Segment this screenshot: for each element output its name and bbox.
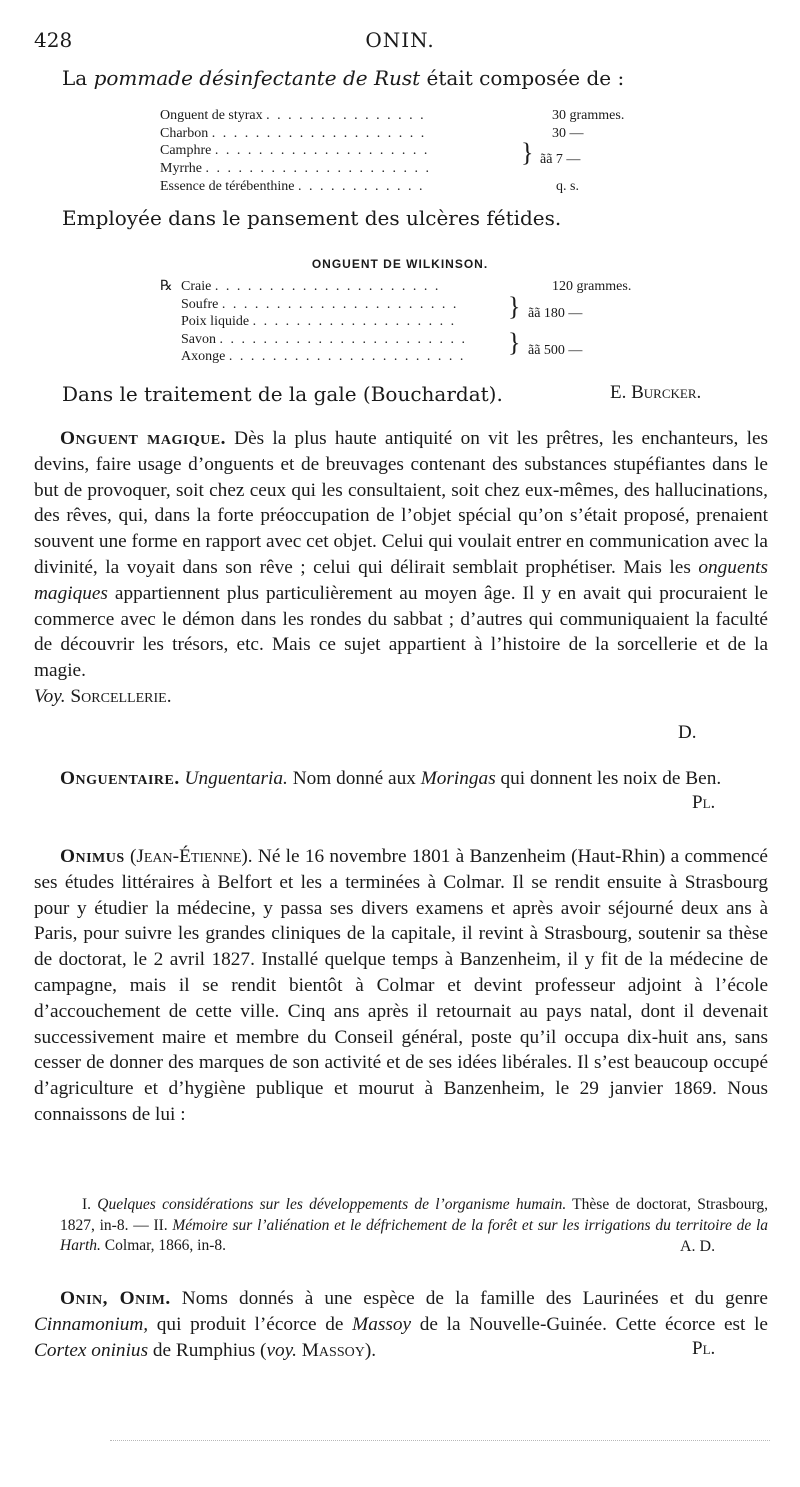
rust-row	[160, 178, 425, 195]
wilkinson-usage: Dans le traitement de la gale (Bouchardat).	[62, 382, 503, 406]
author-signature: E. Burcker.	[610, 382, 702, 403]
entry-onguent-magique	[34, 426, 768, 748]
entry-headword: Onguentaire.	[60, 768, 180, 789]
entry-italic: Cinnamonium,	[34, 1313, 149, 1335]
wilkinson-row-name: Savon	[181, 332, 216, 347]
entry-onguentaire	[34, 766, 768, 792]
leader-dots: . . . . . . . . . . . . . . . . . . .	[252, 314, 457, 329]
entry-onimus	[34, 844, 768, 1128]
running-title: ONIN.	[365, 28, 435, 52]
wilkinson-row	[181, 331, 467, 348]
bleed-through-rule	[110, 1440, 770, 1441]
rust-row	[160, 142, 429, 159]
author-signature: Pl.	[692, 792, 716, 813]
rust-row	[160, 107, 426, 124]
bibliography	[60, 1195, 768, 1257]
author-signature: Pl.	[692, 1338, 716, 1359]
rust-row-qty: q. s.	[556, 179, 579, 194]
entry-onin	[34, 1286, 768, 1363]
rust-row-qty: 30 —	[552, 126, 584, 141]
rust-row-name: Camphre	[160, 143, 212, 158]
entry-italic: Massoy	[352, 1313, 412, 1335]
author-signature: D.	[678, 722, 697, 743]
brace-icon: }	[521, 138, 534, 167]
entry-text: de la Nouvelle-Guinée. Cette écorce est le	[411, 1313, 768, 1335]
leader-dots: . . . . . . . . . . . . . . . . . . . . .	[214, 279, 441, 294]
page-header	[34, 28, 766, 56]
entry-text: qui donnent les noix de Ben.	[495, 768, 722, 789]
rust-row	[160, 125, 426, 142]
entry-text: de Rumphius (	[148, 1339, 267, 1361]
cross-reference: Massoy	[296, 1339, 365, 1361]
rust-row	[160, 160, 431, 177]
leader-dots: . . . . . . . . . . . . . . . . . . . .	[211, 126, 427, 141]
rust-intro-b: était composée de :	[420, 66, 625, 90]
rust-row-qty: 30 grammes.	[552, 108, 625, 123]
leader-dots: . . . . . . . . . . . .	[298, 179, 425, 194]
bib-title: Mémoire sur l’aliénation et le défrichement de la forêt et sur les irrigations du territoire de la Harth.	[60, 1216, 768, 1254]
rust-intro-italic: pommade désinfectante de Rust	[93, 66, 421, 90]
rust-intro	[62, 66, 624, 90]
entry-latin: Unguentaria.	[184, 768, 288, 789]
wilkinson-row-qty: 120 grammes.	[552, 279, 632, 294]
entry-text: ).	[364, 1339, 377, 1361]
entry-text: qui produit l’écorce de	[148, 1313, 353, 1335]
voy-reference: Voy.	[34, 685, 66, 707]
leader-dots: . . . . . . . . . . . . . . . . . . . . . . .	[219, 332, 467, 347]
entry-headword: Onimus	[60, 846, 125, 867]
rust-intro-a: La	[62, 66, 94, 90]
rust-row-name: Essence de térébenthine	[160, 179, 295, 194]
rust-row-name: Myrrhe	[160, 161, 202, 176]
wilkinson-brace-qty: ãã 180 —	[528, 306, 583, 321]
entry-italic: Moringas	[420, 768, 496, 789]
wilkinson-title: ONGUENT DE WILKINSON.	[311, 257, 489, 271]
wilkinson-row-name: Craie	[181, 279, 212, 294]
entry-names: (Jean-Étienne).	[124, 846, 253, 867]
bib-text: I.	[82, 1196, 98, 1213]
bib-text: Colmar, 1866, in-8.	[100, 1237, 227, 1254]
rust-row-name: Onguent de styrax	[160, 108, 263, 123]
brace-icon: }	[508, 292, 521, 321]
entry-text: Né le 16 novembre 1801 à Banzenheim (Haut-Rhin) a commencé ses études littéraires à Belfort et les a terminées à Colmar. Il se rendit ensuite à Strasbourg pour y étudier la médecine, y passa ses divers examens et après avoir séjourné deux ans à Paris, pour suivre les grandes cliniques de la capitale, il revint à Strasbourg, soutenir sa thèse de doctorat, le 2 avril 1827. Installé quelque temps à Banzenheim, il y fit de la médecine de campagne, mais il se rendit bientôt à Colmar et devint professeur adjoint à l’école d’accouchement de cette ville. Cinq ans après il retournait au pays natal, dont il devenait successivement maire et membre du Conseil général, poste qu’il occupa dix-huit ans, sans cesser de donner des marques de son activité et de ses idées libérales. Il s’est beaucoup occupé d’agriculture et d’hygiène publique et mourut à Banzenheim, le 29 janvier 1869. Nous connaissons de lui :	[34, 846, 768, 1125]
entry-headword: Onguent magique.	[60, 428, 226, 449]
rust-usage: Employée dans le pansement des ulcères fétides.	[62, 206, 562, 230]
leader-dots: . . . . . . . . . . . . . . . . . . . . . .	[228, 349, 466, 364]
rust-brace-qty: ãã 7 —	[540, 152, 581, 167]
entry-italic: Cortex oninius	[34, 1339, 149, 1361]
wilkinson-row-name: Poix liquide	[181, 314, 250, 329]
entry-text: Dès la plus haute antiquité on vit les prêtres, les enchanteurs, les devins, faire usage d’onguents et de breuvages contenant des substances stupéfiantes dans le but de provoquer, soit chez ceux qui les consultaient, soit chez eux-mêmes, des hallucinations, des rêves, qui, dans la forte préoccupation de l’objet spécial qu’on s’était proposé, prenaient souvent une forme en rapport avec cet objet. Celui qui voulait entrer en communication avec la divinité, la voyait dans son rêve ; celui qui délirait semblait prophétiser. Mais les	[34, 428, 768, 578]
wilkinson-row	[181, 278, 440, 295]
leader-dots: . . . . . . . . . . . . . . .	[266, 108, 426, 123]
author-signature: A. D.	[680, 1238, 716, 1255]
entry-text: Noms donnés à une espèce de la famille des Laurinées et du genre	[170, 1288, 768, 1309]
cross-reference: Sorcellerie.	[65, 685, 172, 707]
leader-dots: . . . . . . . . . . . . . . . . . . . . .	[205, 161, 431, 176]
entry-italic: onguents magiques	[34, 556, 768, 604]
recipe-symbol: ℞	[160, 279, 173, 294]
wilkinson-brace-qty: ãã 500 —	[528, 343, 583, 358]
wilkinson-row	[181, 313, 456, 330]
leader-dots: . . . . . . . . . . . . . . . . . . . .	[214, 143, 430, 158]
wilkinson-row-name: Axonge	[181, 349, 226, 364]
voy-reference: voy.	[266, 1339, 297, 1361]
leader-dots: . . . . . . . . . . . . . . . . . . . . . .	[221, 297, 459, 312]
rust-row-name: Charbon	[160, 126, 209, 141]
page-number: 428	[34, 28, 73, 52]
entry-headword: Onin, Onim.	[60, 1288, 171, 1309]
wilkinson-row	[181, 348, 465, 365]
entry-text: Nom donné aux	[287, 768, 421, 789]
bib-title: Quelques considérations sur les développements de l’organisme humain.	[97, 1196, 567, 1213]
bib-text: Thèse de doctorat, Strasbourg, 1827, in-8. — II.	[60, 1196, 768, 1234]
wilkinson-row-name: Soufre	[181, 297, 219, 312]
wilkinson-row	[181, 296, 458, 313]
brace-icon: }	[508, 328, 521, 357]
entry-text: appartiennent plus particulièrement au moyen âge. Il y en avait qui procuraient le commerce avec le démon dans les rondes du sabbat ; d’autres qui communiquaient la faculté de découvrir les trésors, etc. Mais ce sujet appartient à l’histoire de la sorcellerie et de la magie.	[34, 582, 768, 682]
